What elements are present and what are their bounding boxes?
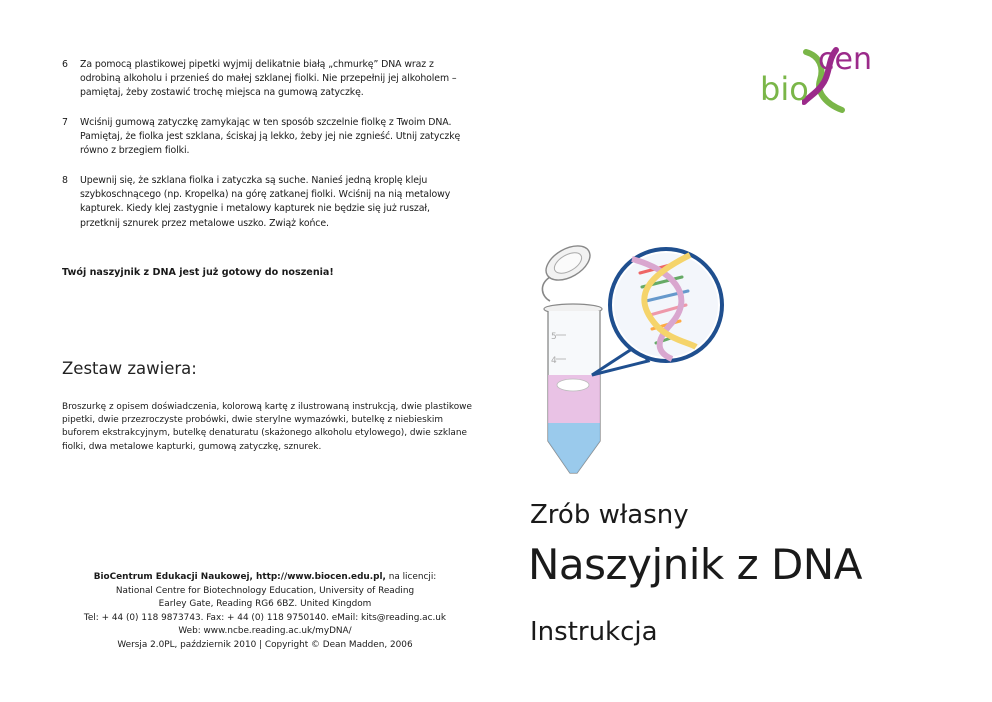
title-subheading: Zrób własny	[530, 500, 689, 530]
test-tube-icon	[544, 304, 602, 473]
ready-statement: Twój naszyjnik z DNA jest już gotowy do noszenia!	[62, 267, 334, 278]
credits-line-5: Web: www.ncbe.reading.ac.uk/myDNA/	[178, 626, 352, 636]
title-instructions: Instrukcja	[530, 617, 658, 647]
biocen-logo	[758, 44, 938, 124]
credits-license: na licencji:	[385, 572, 437, 582]
logo-text-cen: cen	[818, 42, 872, 77]
kit-title: Zestaw zawiera:	[62, 359, 197, 378]
step-number: 6	[62, 59, 68, 70]
dna-tube-illustration	[520, 225, 730, 485]
tube-mark-4: 4	[551, 356, 557, 366]
step-number: 8	[62, 175, 68, 186]
credits-line-3: Earley Gate, Reading RG6 6BZ. United Kingdom	[158, 599, 372, 609]
credits-line-1	[80, 571, 450, 585]
credits-line-6: Wersja 2.0PL, październik 2010 | Copyright © Dean Madden, 2006	[117, 639, 413, 650]
step-text: Za pomocą plastikowej pipetki wyjmij delikatnie białą „chmurkę” DNA wraz z odrobiną alkoholu i przenieś do małej szklanej fiolki. Nie przepełnij jej alkoholem – pamiętaj, żeby zostawić trochę miejsca na gumową zatyczkę.	[80, 59, 457, 99]
credits-line-4: Tel: + 44 (0) 118 9873743. Fax: + 44 (0) 118 9750140. eMail: kits@reading.ac.uk	[83, 612, 447, 623]
credits-line-2: National Centre for Biotechnology Education, University of Reading	[115, 585, 415, 596]
credits-block	[80, 571, 450, 652]
tube-lid-icon	[540, 239, 596, 301]
credits-org: BioCentrum Edukacji Naukowej, http://www.biocen.edu.pl,	[93, 572, 386, 582]
step-text: Wciśnij gumową zatyczkę zamykając w ten sposób szczelnie fiolkę z Twoim DNA. Pamiętaj, że fiolka jest szklana, ściskaj ją lekko, żeby jej nie zgnieść. Utnij zatyczkę równo z brzegiem fiolki.	[80, 117, 461, 157]
title-main: Naszyjnik z DNA	[528, 540, 862, 589]
step-number: 7	[62, 117, 68, 128]
dna-helix-icon	[610, 249, 722, 361]
step-text: Upewnij się, że szklana fiolka i zatyczka są suche. Nanieś jedną kroplę kleju szybkoschnącego (np. Kropelka) na górę zatkanej fiolki. Wciśnij na nią metalowy kapturek. Kiedy klej zastygnie i metalowy kapturek nie będzie się już ruszał, przetknij sznurek przez metalowe uszko. Zwiąż końce.	[80, 175, 451, 229]
tube-mark-5: 5	[551, 332, 557, 342]
kit-contents-text: Broszurkę z opisem doświadczenia, kolorową kartę z ilustrowaną instrukcją, dwie plastikowe pipetki, dwie przezroczyste probówki, dwie sterylne wymazówki, butelkę z niebieskim buforem ekstrakcyjnym, butelkę denaturatu (skażonego alkoholu etylowego), dwie szklane fiolki, dwa metalowe kapturki, gumową zatyczkę, sznurek.	[62, 402, 472, 452]
logo-text-bio: bio	[760, 70, 809, 108]
